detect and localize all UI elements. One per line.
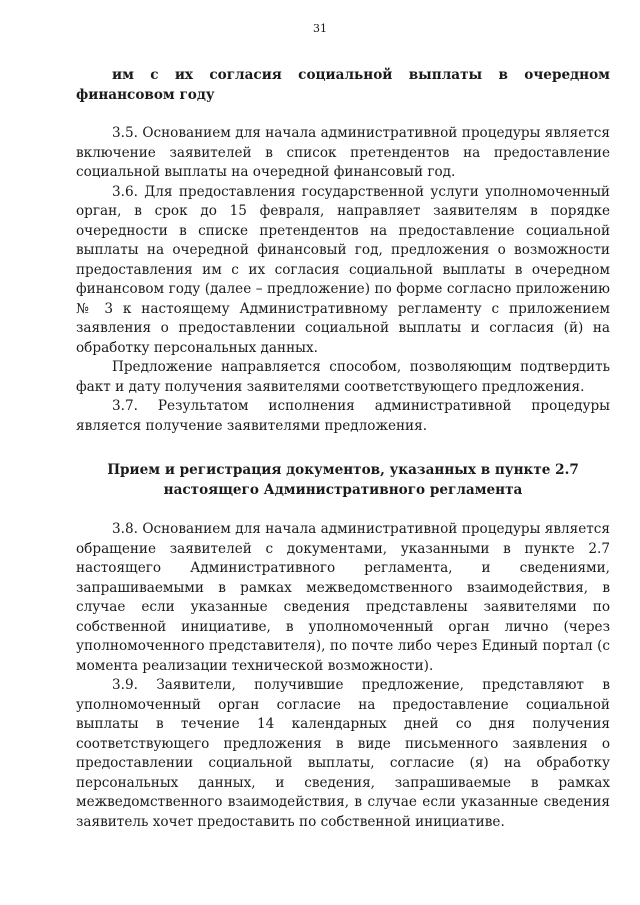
section-2-text <box>76 520 610 832</box>
top-heading: им с их согласия социальной выплаты в очередном финансовом году <box>76 67 610 103</box>
section-heading-line-1: Прием и регистрация документов, указанных в пункте 2.7 <box>107 462 579 478</box>
page-number: 31 <box>313 22 327 35</box>
paragraph-3-8: 3.8. Основанием для начала административной процедуры является обращение заявителей с документами, указанными в пункте 2.7 настоящего Административного регламента, и сведениями, запрашиваемыми в рамках межведомственного взаимодействия, в случае если указанные сведения представлены заявителями по собственной инициативе, в уполномоченный орган лично (через уполномоченного представителя), по почте либо через Единый портал (с момента реализации технической возможности). <box>76 521 610 674</box>
paragraph-3-9: 3.9. Заявители, получившие предложение, представляют в уполномоченный орган согласие на предоставление социальной выплаты в течение 14 календарных дней со дня получения соответствующего предложения в виде письменного заявления о предоставлении социальной выплаты, согласие (я) на обработку персональных данных, и сведения, запрашиваемые в рамках межведомственного взаимодействия, в случае если указанные сведения заявитель хочет предоставить по собственной инициативе. <box>76 677 610 830</box>
section-heading-line-2: настоящего Административного регламента <box>163 482 523 498</box>
paragraph-3-7: 3.7. Результатом исполнения административной процедуры является получение заявителями предложения. <box>76 398 610 434</box>
section-heading <box>76 460 610 500</box>
paragraph-proposal-delivery: Предложение направляется способом, позволяющим подтвердить факт и дату получения заявителями соответствующего предложения. <box>76 359 610 395</box>
section-1-text <box>76 124 610 436</box>
paragraph-3-6: 3.6. Для предоставления государственной услуги уполномоченный орган, в срок до 15 февраля, направляет заявителям в порядке очередности в списке претендентов на предоставление социальной выплаты на очередной финансовый год, предложения о возможности предоставления им с их согласия социальной выплаты в очередном финансовом году (далее – предложение) по форме согласно приложению № 3 к настоящему Административному регламенту с приложением заявления о предоставлении социальной выплаты и согласия (й) на обработку персональных данных. <box>76 183 610 356</box>
paragraph-3-5: 3.5. Основанием для начала административной процедуры является включение заявителей в список претендентов на предоставление социальной выплаты на очередной финансовый год. <box>76 125 610 180</box>
